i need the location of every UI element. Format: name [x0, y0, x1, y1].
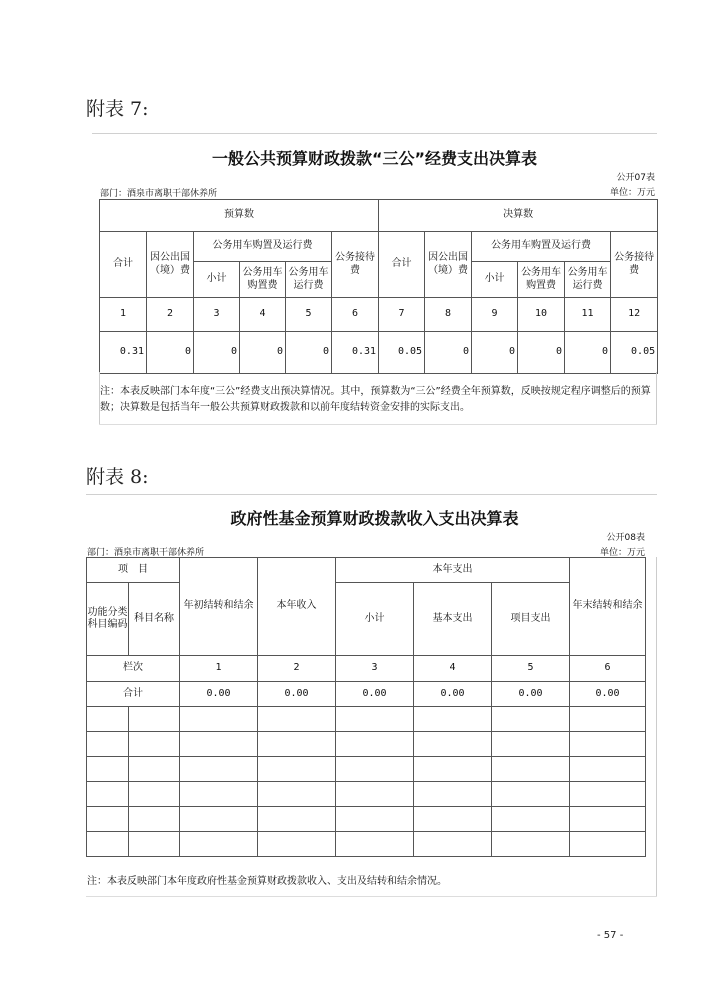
value-cell: 0 [565, 332, 611, 374]
sheet7-bottom-rule [99, 424, 657, 425]
colnum-cell: 8 [425, 298, 472, 332]
sheet8-top-rule [86, 494, 657, 495]
hdr-project: 项目支出 [492, 583, 570, 656]
colnum-cell: 1 [180, 656, 258, 682]
table7-colnum-row [100, 298, 658, 332]
colnum-cell: 2 [147, 298, 194, 332]
sheet7-dept: 部门：酒泉市离职干部休养所 [100, 189, 218, 199]
hdr-item: 项 目 [87, 558, 180, 583]
value-cell: 0 [472, 332, 518, 374]
hdr-end-balance: 年末结转和结余 [570, 558, 646, 656]
hdr-budget-abroad: 因公出国（境）费 [147, 232, 194, 298]
group-budget: 预算数 [100, 200, 379, 232]
value-cell: 0 [240, 332, 286, 374]
hdr-budget-total: 合计 [100, 232, 147, 298]
colnum-cell: 12 [611, 298, 658, 332]
table-row [87, 832, 646, 857]
total-cell: 0.00 [492, 682, 570, 707]
colnum-cell: 11 [565, 298, 611, 332]
value-cell: 0.05 [611, 332, 658, 374]
colnum-cell: 6 [570, 656, 646, 682]
colnum-cell: 10 [518, 298, 565, 332]
colnum-cell: 3 [194, 298, 240, 332]
hdr-final-reception: 公务接待费 [611, 232, 658, 298]
colnum-cell: 1 [100, 298, 147, 332]
colnum-cell: 5 [492, 656, 570, 682]
sheet7-title-text: 一般公共预算财政拨款“三公”经费支出决算表 [211, 149, 538, 168]
sheet8-title [92, 506, 657, 529]
total-cell: 0.00 [180, 682, 258, 707]
sheet8-right-edge [656, 557, 657, 897]
value-cell: 0.05 [379, 332, 425, 374]
table8-colnum-row [87, 656, 646, 682]
total-label: 合计 [87, 682, 180, 707]
hdr-final-operation: 公务用车运行费 [565, 262, 611, 298]
value-cell: 0.31 [100, 332, 147, 374]
value-cell: 0 [286, 332, 332, 374]
group-final: 决算数 [379, 200, 658, 232]
value-cell: 0 [425, 332, 472, 374]
hdr-budget-operation: 公务用车运行费 [286, 262, 332, 298]
hdr-final-vehicle: 公务用车购置及运行费 [472, 232, 611, 262]
value-cell: 0 [518, 332, 565, 374]
value-cell: 0 [194, 332, 240, 374]
total-cell: 0.00 [414, 682, 492, 707]
hdr-final-purchase: 公务用车购置费 [518, 262, 565, 298]
sheet7-title [92, 146, 657, 169]
sheet7-note: 注：本表反映部门本年度“三公”经费支出预决算情况。其中，预算数为“三公”经费全年预算数，反映按规定程序调整后的预算数；决算数是包括当年一般公共预算财政拨款和以前年度结转资金安排的实际支出。 [100, 386, 651, 413]
sheet7-unit: 单位：万元 [609, 188, 655, 198]
colnum-cell: 4 [414, 656, 492, 682]
hdr-budget-purchase: 公务用车购置费 [240, 262, 286, 298]
table-row [87, 757, 646, 782]
total-cell: 0.00 [336, 682, 414, 707]
sheet8-bottom-rule [86, 896, 657, 897]
value-cell: 0.31 [332, 332, 379, 374]
total-cell: 0.00 [258, 682, 336, 707]
table7 [99, 199, 658, 374]
sheet8-note: 注：本表反映部门本年度政府性基金预算财政拨款收入、支出及结转和结余情况。 [87, 876, 447, 887]
sheet8-code: 公开08表 [606, 533, 645, 543]
sheet8-dept: 部门：酒泉市离职干部休养所 [87, 548, 205, 558]
colnum-cell: 6 [332, 298, 379, 332]
sheet7-top-rule [92, 133, 657, 134]
table-row [87, 732, 646, 757]
table-row [87, 807, 646, 832]
sheet8-unit: 单位：万元 [599, 548, 645, 558]
colnum-cell: 5 [286, 298, 332, 332]
sheet7-left-edge [99, 372, 100, 424]
table7-value-row [100, 332, 658, 374]
hdr-subject-name: 科目名称 [129, 583, 180, 656]
colnum-cell: 7 [379, 298, 425, 332]
page-number: - 57 - [597, 930, 624, 941]
hdr-basic: 基本支出 [414, 583, 492, 656]
attachment-8-label: 附表 8: [86, 466, 149, 488]
sheet7-right-edge [656, 372, 657, 424]
hdr-final-abroad: 因公出国（境）费 [425, 232, 472, 298]
attachment-7-label: 附表 7: [86, 98, 149, 120]
colnum-cell: 2 [258, 656, 336, 682]
hdr-budget-reception: 公务接待费 [332, 232, 379, 298]
value-cell: 0 [147, 332, 194, 374]
hdr-budget-subtotal: 小计 [194, 262, 240, 298]
hdr-income: 本年收入 [258, 558, 336, 656]
colnum-cell: 9 [472, 298, 518, 332]
sheet8-title-text: 政府性基金预算财政拨款收入支出决算表 [230, 509, 519, 528]
hdr-begin-balance: 年初结转和结余 [180, 558, 258, 656]
table8 [86, 557, 646, 857]
hdr-func-code: 功能分类科目编码 [87, 583, 129, 656]
table-row [87, 782, 646, 807]
hdr-column-no: 栏次 [87, 656, 180, 682]
colnum-cell: 3 [336, 656, 414, 682]
hdr-subtotal: 小计 [336, 583, 414, 656]
table8-total-row [87, 682, 646, 707]
hdr-expense: 本年支出 [336, 558, 570, 583]
sheet7-code: 公开07表 [616, 173, 655, 183]
total-cell: 0.00 [570, 682, 646, 707]
hdr-budget-vehicle: 公务用车购置及运行费 [194, 232, 332, 262]
colnum-cell: 4 [240, 298, 286, 332]
hdr-final-total: 合计 [379, 232, 425, 298]
table-row [87, 707, 646, 732]
hdr-final-subtotal: 小计 [472, 262, 518, 298]
